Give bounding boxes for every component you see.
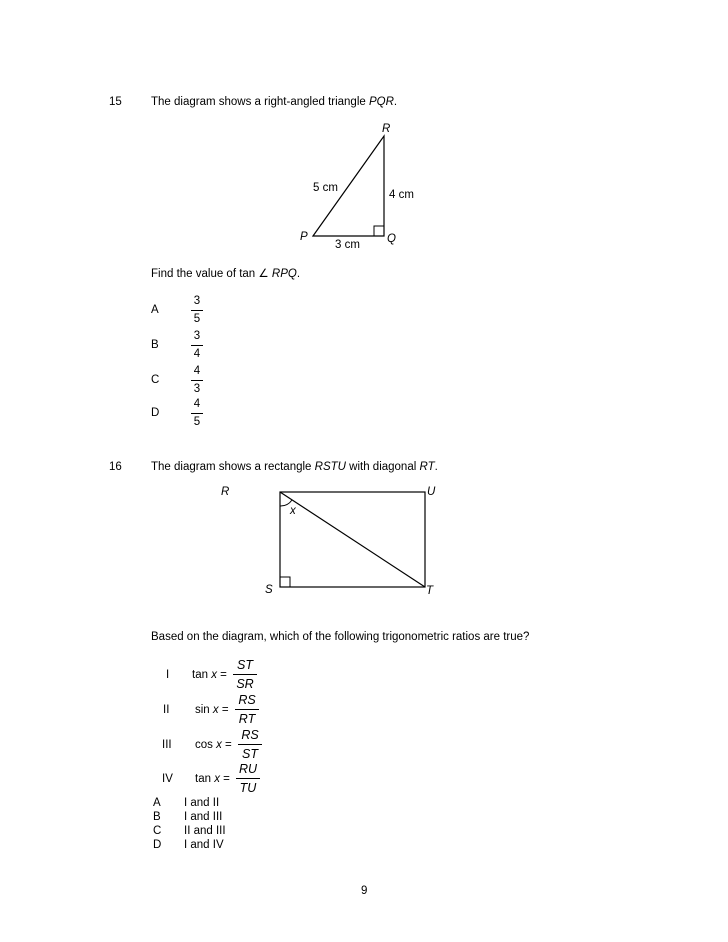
statement-fraction-iii: RS ST bbox=[238, 728, 262, 762]
question-15-prompt: Find the value of tan ∠ RPQ. bbox=[151, 268, 301, 280]
question-15-number: 15 bbox=[109, 96, 122, 108]
statement-fraction-ii: RS RT bbox=[235, 693, 259, 727]
question-16-prompt: Based on the diagram, which of the following trigonometric ratios are true? bbox=[151, 631, 530, 643]
right-angle-mark-s bbox=[280, 577, 290, 587]
statement-numeral-i: I bbox=[166, 669, 170, 681]
q15-option-letter-d[interactable]: D bbox=[151, 407, 160, 419]
angle-symbol: ∠ bbox=[258, 268, 269, 280]
q16-option-text-c[interactable]: II and III bbox=[184, 825, 226, 837]
vertex-label-r: R bbox=[221, 486, 230, 498]
question-16-number: 16 bbox=[109, 461, 122, 473]
statement-expression-i: tan x = bbox=[192, 669, 227, 681]
statement-expression-iii: cos x = bbox=[195, 739, 232, 751]
q15-option-fraction-b[interactable]: 3 4 bbox=[188, 330, 206, 361]
statement-numeral-iii: III bbox=[162, 739, 172, 751]
angle-label-x: x bbox=[290, 505, 296, 517]
q16-option-letter-c[interactable]: C bbox=[153, 825, 162, 837]
q16-option-text-a[interactable]: I and II bbox=[184, 797, 220, 809]
statement-numeral-iv: IV bbox=[162, 773, 173, 785]
q16-option-text-b[interactable]: I and III bbox=[184, 811, 223, 823]
statement-expression-ii: sin x = bbox=[195, 704, 229, 716]
q15-option-fraction-d[interactable]: 4 5 bbox=[188, 398, 206, 429]
q16-option-letter-d[interactable]: D bbox=[153, 839, 162, 851]
vertex-label-q: Q bbox=[387, 233, 396, 245]
question-15-stem: The diagram shows a right-angled triangle PQR. bbox=[151, 96, 398, 108]
diagonal-rt bbox=[280, 492, 425, 587]
q16-option-text-d[interactable]: I and IV bbox=[184, 839, 224, 851]
question-16-stem: The diagram shows a rectangle RSTU with diagonal RT. bbox=[151, 461, 438, 473]
vertex-label-r: R bbox=[382, 123, 391, 135]
q16-option-letter-a[interactable]: A bbox=[153, 797, 161, 809]
statement-fraction-i: ST SR bbox=[233, 658, 257, 692]
side-label-pr: 5 cm bbox=[313, 182, 338, 194]
vertex-label-s: S bbox=[265, 584, 273, 596]
q15-option-letter-b[interactable]: B bbox=[151, 339, 159, 351]
q15-option-fraction-a[interactable]: 3 5 bbox=[188, 295, 206, 326]
statement-numeral-ii: II bbox=[163, 704, 170, 716]
statement-fraction-iv: RU TU bbox=[236, 762, 260, 796]
vertex-label-p: P bbox=[300, 231, 308, 243]
vertex-label-u: U bbox=[427, 486, 436, 498]
side-label-rq: 4 cm bbox=[389, 189, 414, 201]
q15-option-letter-c[interactable]: C bbox=[151, 374, 160, 386]
vertex-label-t: T bbox=[426, 585, 434, 597]
q15-option-fraction-c[interactable]: 4 3 bbox=[188, 365, 206, 396]
q15-option-letter-a[interactable]: A bbox=[151, 304, 159, 316]
page-number: 9 bbox=[361, 885, 368, 897]
statement-expression-iv: tan x = bbox=[195, 773, 230, 785]
side-label-pq: 3 cm bbox=[335, 239, 360, 251]
q16-option-letter-b[interactable]: B bbox=[153, 811, 161, 823]
